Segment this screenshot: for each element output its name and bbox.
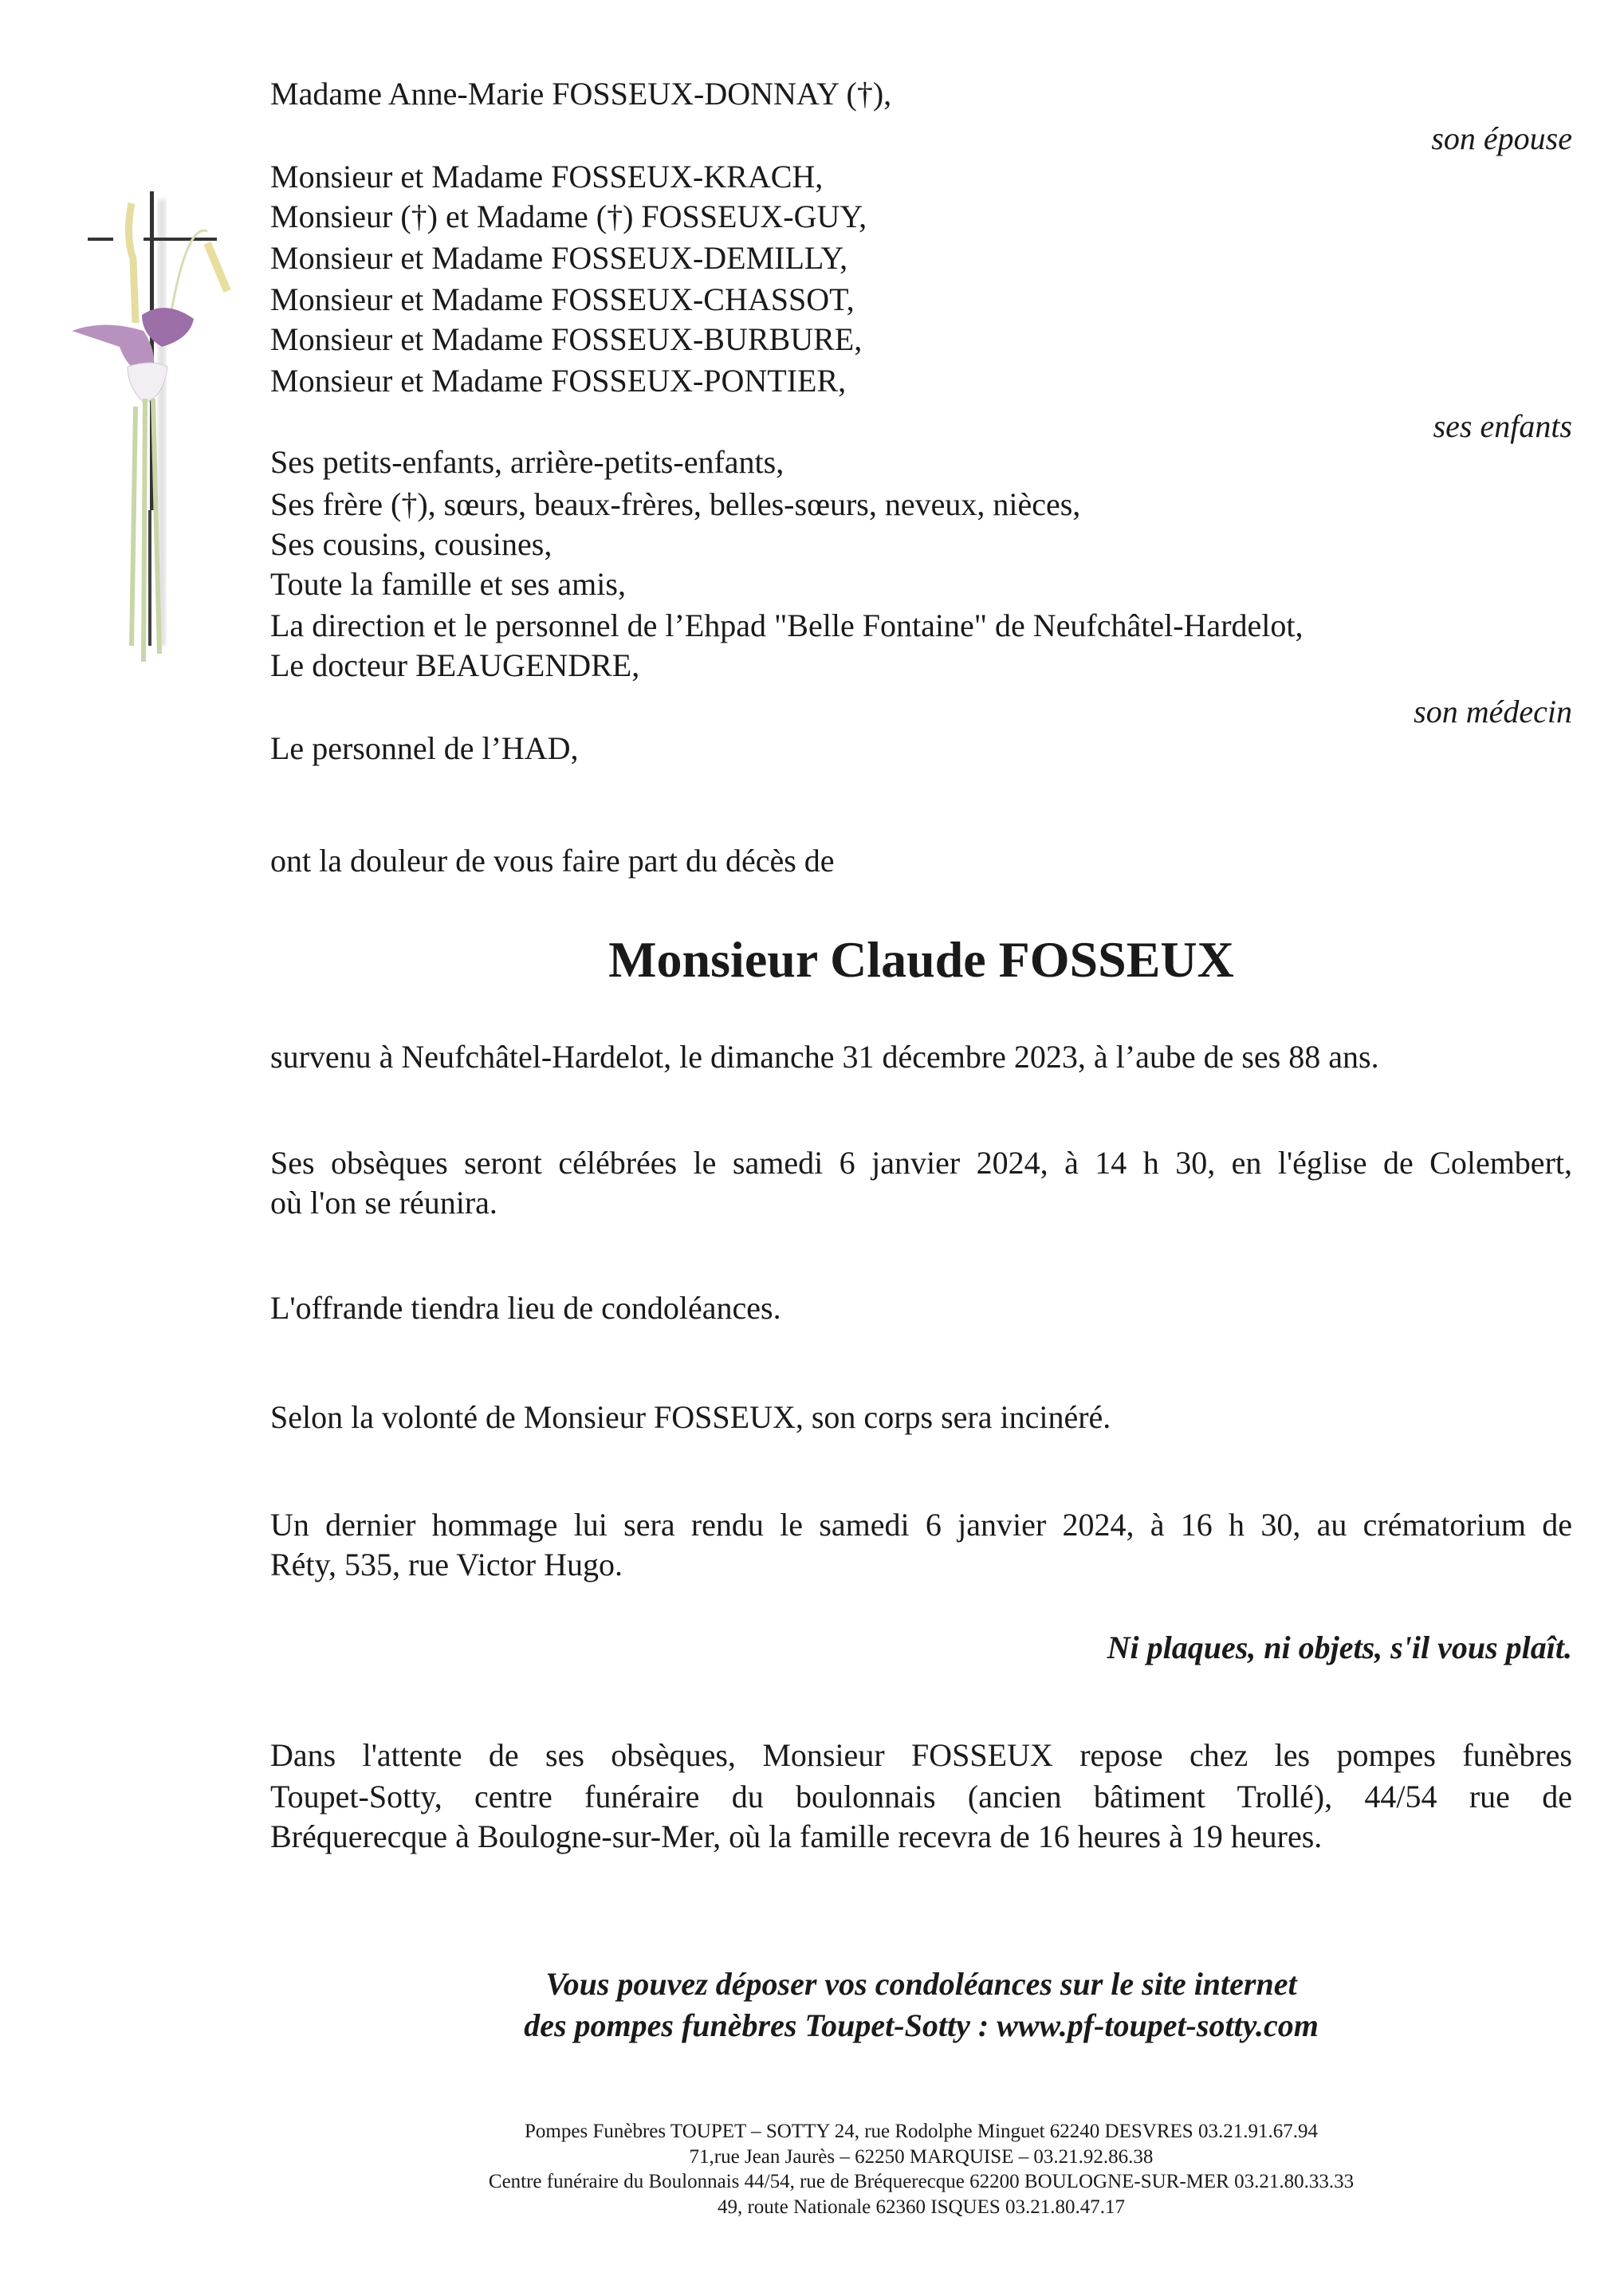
children-role: ses enfants bbox=[1433, 408, 1572, 444]
offering: L'offrande tiendra lieu de condoléances. bbox=[270, 1290, 781, 1326]
cremation: Selon la volonté de Monsieur FOSSEUX, son corps sera incinéré. bbox=[270, 1399, 1111, 1435]
child-line: Monsieur et Madame FOSSEUX-KRACH, bbox=[270, 159, 824, 195]
spouse-role: son épouse bbox=[1431, 120, 1572, 156]
family-line: Ses cousins, cousines, bbox=[270, 526, 552, 562]
death-info: survenu à Neufchâtel-Hardelot, le dimanche 31 décembre 2023, à l’aube de ses 88 ans. bbox=[270, 1039, 1379, 1075]
condolences-line: des pompes funèbres Toupet-Sotty : www.pf-toupet-sotty.com bbox=[524, 2007, 1319, 2043]
tribute-line: Réty, 535, rue Victor Hugo. bbox=[270, 1547, 623, 1582]
cross-lily-illustration bbox=[48, 175, 255, 702]
doctor-role: son médecin bbox=[1414, 694, 1572, 729]
child-line: Monsieur (†) et Madame (†) FOSSEUX-GUY, bbox=[270, 199, 867, 234]
footer-line: Centre funéraire du Boulonnais 44/54, rue de Bréquerecque 62200 BOULOGNE-SUR-MER 03.21.80.33.33 bbox=[488, 2171, 1355, 2192]
announcement: ont la douleur de vous faire part du décès de bbox=[270, 843, 835, 879]
child-line: Monsieur et Madame FOSSEUX-BURBURE, bbox=[270, 321, 863, 357]
child-line: Monsieur et Madame FOSSEUX-CHASSOT, bbox=[270, 281, 855, 317]
spouse-line: Madame Anne-Marie FOSSEUX-DONNAY (†), bbox=[270, 76, 892, 112]
no-flowers-note: Ni plaques, ni objets, s'il vous plaît. bbox=[1107, 1630, 1572, 1665]
family-line: Le docteur BEAUGENDRE, bbox=[270, 647, 640, 683]
deceased-name: Monsieur Claude FOSSEUX bbox=[608, 931, 1234, 988]
funeral-line: où l'on se réunira. bbox=[270, 1185, 497, 1221]
family-line: Toute la famille et ses amis, bbox=[270, 566, 626, 602]
condolences-line: Vous pouvez déposer vos condoléances sur le site internet bbox=[545, 1966, 1297, 2002]
footer-line: Pompes Funèbres TOUPET – SOTTY 24, rue Rodolphe Minguet 62240 DESVRES 03.21.91.67.94 bbox=[525, 2121, 1318, 2142]
footer-line: 49, route Nationale 62360 ISQUES 03.21.80.47.17 bbox=[717, 2196, 1126, 2218]
family-line: La direction et le personnel de l’Ehpad "Belle Fontaine" de Neufchâtel-Hardelot, bbox=[270, 607, 1304, 643]
family-line: Ses frère (†), sœurs, beaux-frères, belles-sœurs, neveux, nièces, bbox=[270, 486, 1081, 522]
rest-line: Dans l'attente de ses obsèques, Monsieur FOSSEUX repose chez les pompes funèbres bbox=[270, 1737, 1572, 1773]
tribute-line: Un dernier hommage lui sera rendu le samedi 6 janvier 2024, à 16 h 30, au crématorium de bbox=[270, 1507, 1572, 1543]
rest-line: Toupet-Sotty, centre funéraire du boulonnais (ancien bâtiment Trollé), 44/54 rue de bbox=[270, 1779, 1572, 1814]
child-line: Monsieur et Madame FOSSEUX-DEMILLY, bbox=[270, 240, 848, 276]
child-line: Monsieur et Madame FOSSEUX-PONTIER, bbox=[270, 363, 847, 399]
family-line: Ses petits-enfants, arrière-petits-enfants, bbox=[270, 444, 784, 480]
funeral-line: Ses obsèques seront célébrées le samedi 6 janvier 2024, à 14 h 30, en l'église de Colembert, bbox=[270, 1145, 1572, 1181]
had-line: Le personnel de l’HAD, bbox=[270, 730, 579, 766]
rest-line: Bréquerecque à Boulogne-sur-Mer, où la famille recevra de 16 heures à 19 heures. bbox=[270, 1818, 1323, 1854]
footer-line: 71,rue Jean Jaurès – 62250 MARQUISE – 03.21.92.86.38 bbox=[689, 2146, 1154, 2168]
